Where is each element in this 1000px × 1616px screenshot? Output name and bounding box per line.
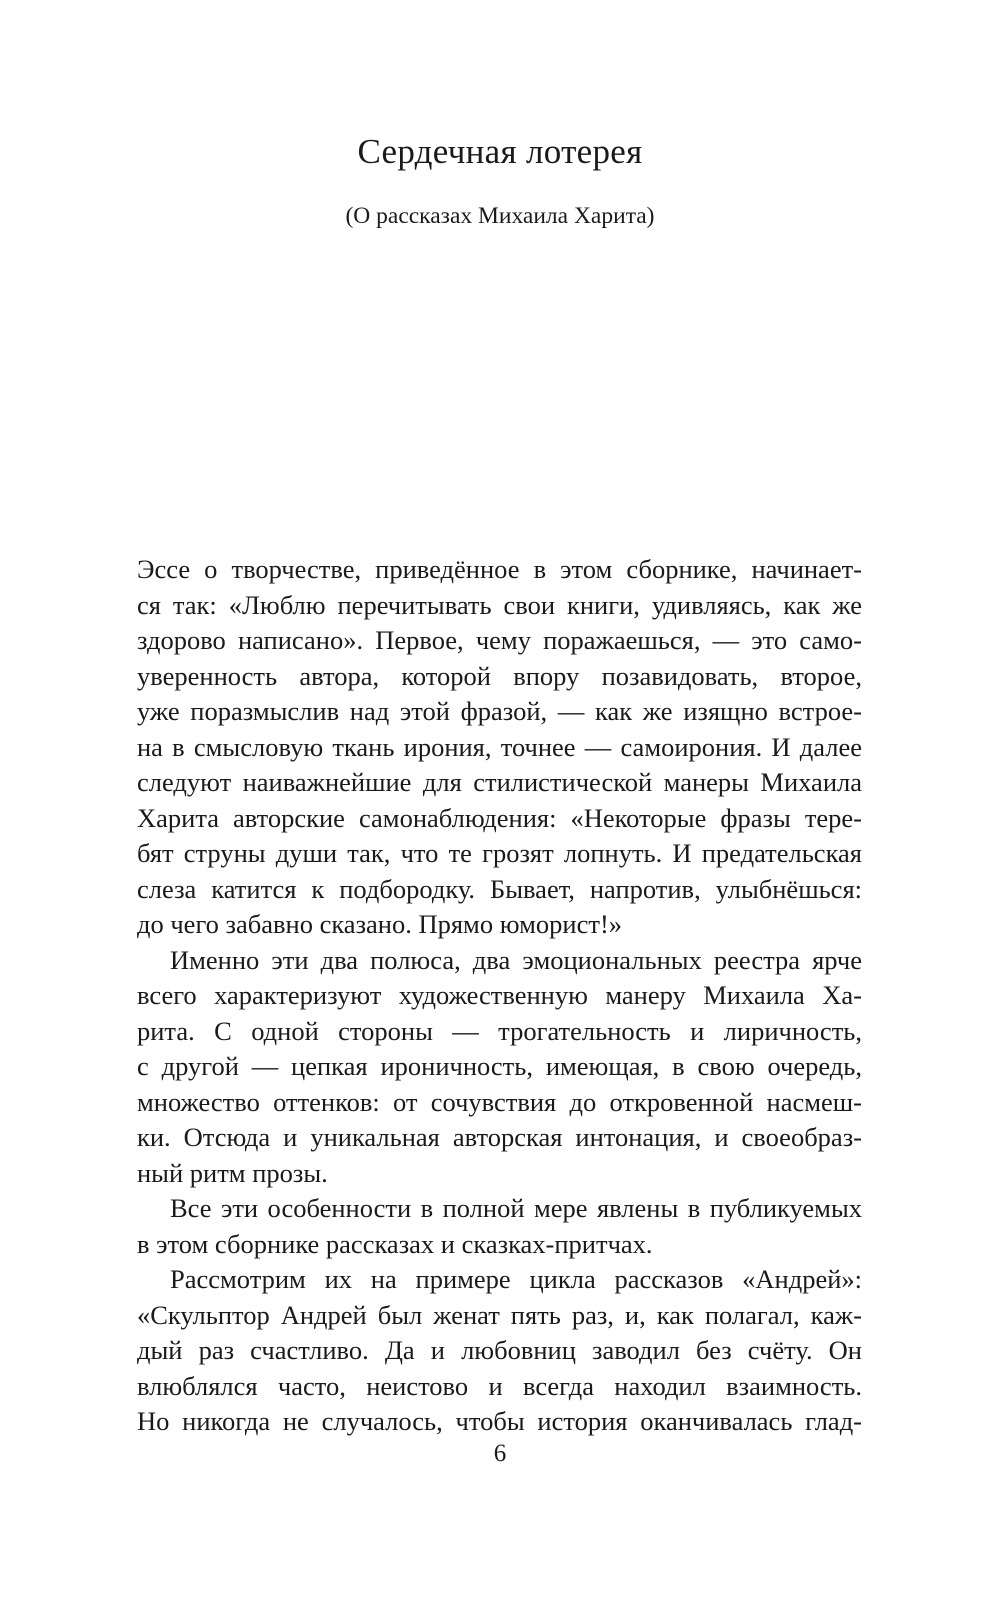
text-line: всего характеризуют художественную манеру Михаила Ха- [137, 980, 862, 1010]
text-line: Именно эти два полюса, два эмоциональных реестра ярче [170, 944, 862, 975]
text-line: следуют наиважнейшие для стилистической манеры Михаила [137, 767, 862, 797]
page-number: 6 [493, 1440, 507, 1467]
text-line: бят струны души так, что те грозят лопнуть. И предательская [137, 838, 862, 868]
text-line: с другой — цепкая ироничность, имеющая, в свою очередь, [137, 1051, 862, 1081]
text-line: Рассмотрим их на примере цикла рассказов «Андрей»: [170, 1264, 862, 1294]
text-line: слеза катится к подбородку. Бывает, напротив, улыбнёшься: [137, 873, 862, 904]
text-line: ный ритм прозы. [137, 1157, 328, 1188]
text-line: уверенность автора, которой впору позавидовать, второе, [137, 660, 862, 691]
chapter-title: Сердечная лотерея [357, 132, 643, 171]
text-line: на в смысловую ткань ирония, точнее — самоирония. И далее [137, 731, 862, 762]
text-line: здорово написано». Первое, чему поражаешься, — это само- [137, 625, 862, 655]
text-line: ся так: «Люблю перечитывать свои книги, удивляясь, как же [137, 589, 862, 620]
text-line: дый раз счастливо. Да и любовниц заводил без счёту. Он [137, 1335, 862, 1365]
text-line: Все эти особенности в полной мере явлены в публикуемых [170, 1193, 862, 1223]
text-line: множество оттенков: от сочувствия до откровенной насмеш- [137, 1086, 862, 1117]
text-line: до чего забавно сказано. Прямо юморист!» [137, 909, 623, 939]
text-line: Харита авторские самонаблюдения: «Некоторые фразы тере- [137, 802, 862, 833]
text-line: Но никогда не случалось, чтобы история оканчивалась глад- [137, 1406, 862, 1436]
text-line: «Скульптор Андрей был женат пять раз, и, как полагал, каж- [137, 1299, 862, 1330]
text-line: в этом сборнике рассказах и сказках-притчах. [137, 1228, 653, 1259]
text-line: Эссе о творчестве, приведённое в этом сборнике, начинает- [137, 554, 862, 584]
text-line: влюблялся часто, неистово и всегда находил взаимность. [137, 1370, 862, 1401]
chapter-subtitle: (О рассказах Михаила Харита) [345, 203, 655, 229]
text-line: ки. Отсюда и уникальная авторская интонация, и своеобраз- [137, 1122, 862, 1152]
text-line: рита. С одной стороны — трогательность и лиричность, [137, 1015, 862, 1046]
body-text [137, 552, 862, 1440]
text-line: уже поразмыслив над этой фразой, — как же изящно встрое- [137, 696, 862, 726]
